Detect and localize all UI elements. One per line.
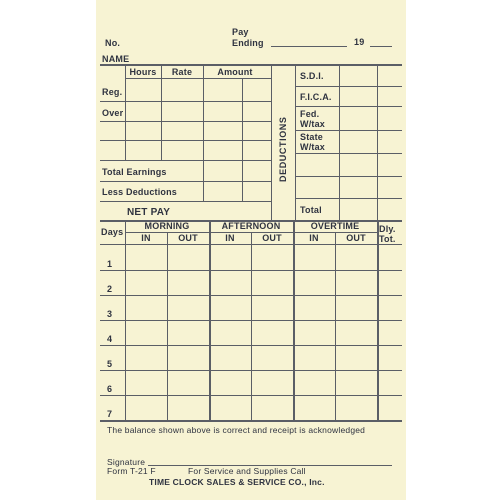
regular-row-label: Reg. [102,87,123,97]
overtime-row-label: Over [102,108,124,118]
deductions-title: DEDUCTIONS [278,116,288,182]
state-tax-label-2: W/tax [300,142,326,152]
fica-label: F.I.C.A. [300,92,332,102]
day-number: 5 [107,359,113,369]
ending-label: Ending [232,38,264,48]
daily-total-header-2: Tot. [379,234,396,244]
service-note: For Service and Supplies Call [188,466,306,476]
total-earnings-label: Total Earnings [102,167,167,177]
day-number: 1 [107,259,113,269]
pay-label: Pay [232,27,249,37]
fed-tax-label-2: W/tax [300,119,326,129]
morning-out-header: OUT [178,233,198,243]
afternoon-header: AFTERNOON [221,221,281,231]
acknowledgement-statement: The balance shown above is correct and receipt is acknowledged [107,425,366,435]
day-number: 7 [107,409,113,419]
company-name: TIME CLOCK SALES & SERVICE CO., Inc. [149,477,325,487]
pay-ending-line[interactable] [271,46,347,47]
afternoon-out-header: OUT [262,233,282,243]
number-label: No. [105,38,121,48]
name-label: NAME [102,54,130,64]
morning-in-header: IN [141,233,151,243]
day-number: 3 [107,309,113,319]
amount-column-header: Amount [217,67,253,77]
overtime-header: OVERTIME [310,221,360,231]
daily-total-header-1: Dly. [379,224,396,234]
overtime-in-header: IN [309,233,319,243]
name-divider [100,64,402,66]
time-table-bottom [100,420,402,422]
day-number: 6 [107,384,113,394]
day-number: 2 [107,284,113,294]
state-tax-label-1: State [300,132,324,142]
net-pay-label: NET PAY [127,207,171,218]
year-line[interactable] [370,46,392,47]
year-prefix: 19 [354,37,365,47]
hours-column-header: Hours [129,67,157,77]
fed-tax-label-1: Fed. [300,109,320,119]
less-deductions-label: Less Deductions [102,187,178,197]
morning-header: MORNING [144,221,190,231]
deductions-total-label: Total [300,205,322,215]
rate-column-header: Rate [171,67,193,77]
day-number: 4 [107,334,113,344]
sdi-label: S.D.I. [300,71,324,81]
days-column-header: Days [101,227,124,237]
overtime-out-header: OUT [346,233,366,243]
signature-label: Signature [107,457,146,467]
time-card [96,0,406,500]
afternoon-in-header: IN [225,233,235,243]
form-code: Form T-21 F [107,466,156,476]
